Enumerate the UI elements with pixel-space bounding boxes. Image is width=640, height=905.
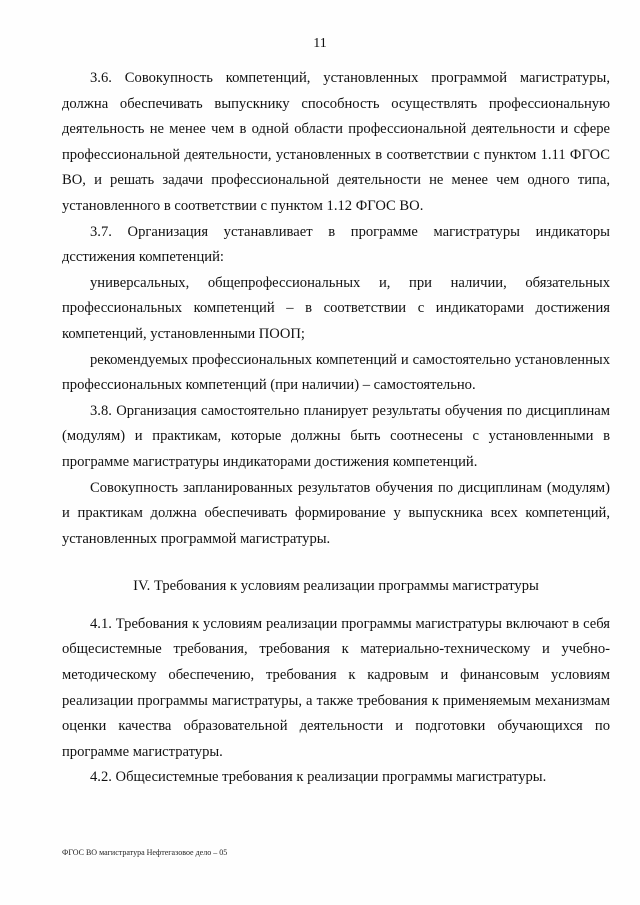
paragraph-3-6: 3.6. Совокупность компетенций, установленных программой магистратуры, должна обеспечивать выпускнику способность осуществлять профессиональную деятельность не менее чем в одной области профессиональной деятельности и сфере профессиональной деятельности, установленных в соответствии с пунктом 1.11 ФГОС ВО, и решать задачи профессиональной деятельности не менее чем одного типа, установленного в соответствии с пунктом 1.12 ФГОС ВО. — [62, 70, 610, 214]
section-heading: IV. Требования к условиям реализации программы магистратуры — [133, 578, 539, 595]
page-number: 11 — [313, 36, 327, 51]
paragraph-4-2: 4.2. Общесистемные требования к реализации программы магистратуры. — [90, 769, 547, 786]
paragraph-3-7-item-recommended: рекомендуемых профессиональных компетенций и самостоятельно установленных профессиональных компетенций (при наличии) – самостоятельно. — [62, 351, 610, 394]
paragraph-4-1: 4.1. Требования к условиям реализации программы магистратуры включают в себя общесистемные требования, требования к материально-техническому и учебно-методическому обеспечению, требования к кадровым и финансовым условиям реализации программы магистратуры, а также требования к применяемым механизмам оценки качества образовательной деятельности и подготовки обучающихся по программе магистратуры. — [62, 615, 610, 760]
footer-note: ФГОС ВО магистратура Нефтегазовое дело – 05 — [62, 848, 228, 857]
paragraph-3-7: 3.7. Организация устанавливает в программе магистратуры индикаторы дсстижения компетенций: — [62, 223, 610, 266]
paragraph-3-8-continued: Совокупность запланированных результатов обучения по дисциплинам (модулям) и практикам должна обеспечивать формирование у выпускника всех компетенций, установленных программой магистратуры. — [62, 479, 610, 547]
paragraph-3-8: 3.8. Организация самостоятельно планирует результаты обучения по дисциплинам (модулям) и практикам, которые должны быть соотнесены с установленными в программе магистратуры индикаторами достижения компетенций. — [62, 402, 610, 470]
body-text — [62, 66, 610, 791]
paragraph-3-7-item-universal: универсальных, общепрофессиональных и, при наличии, обязательных профессиональных компетенций – в соответствии с индикаторами достижения компетенций, установленными ПООП; — [62, 274, 610, 342]
